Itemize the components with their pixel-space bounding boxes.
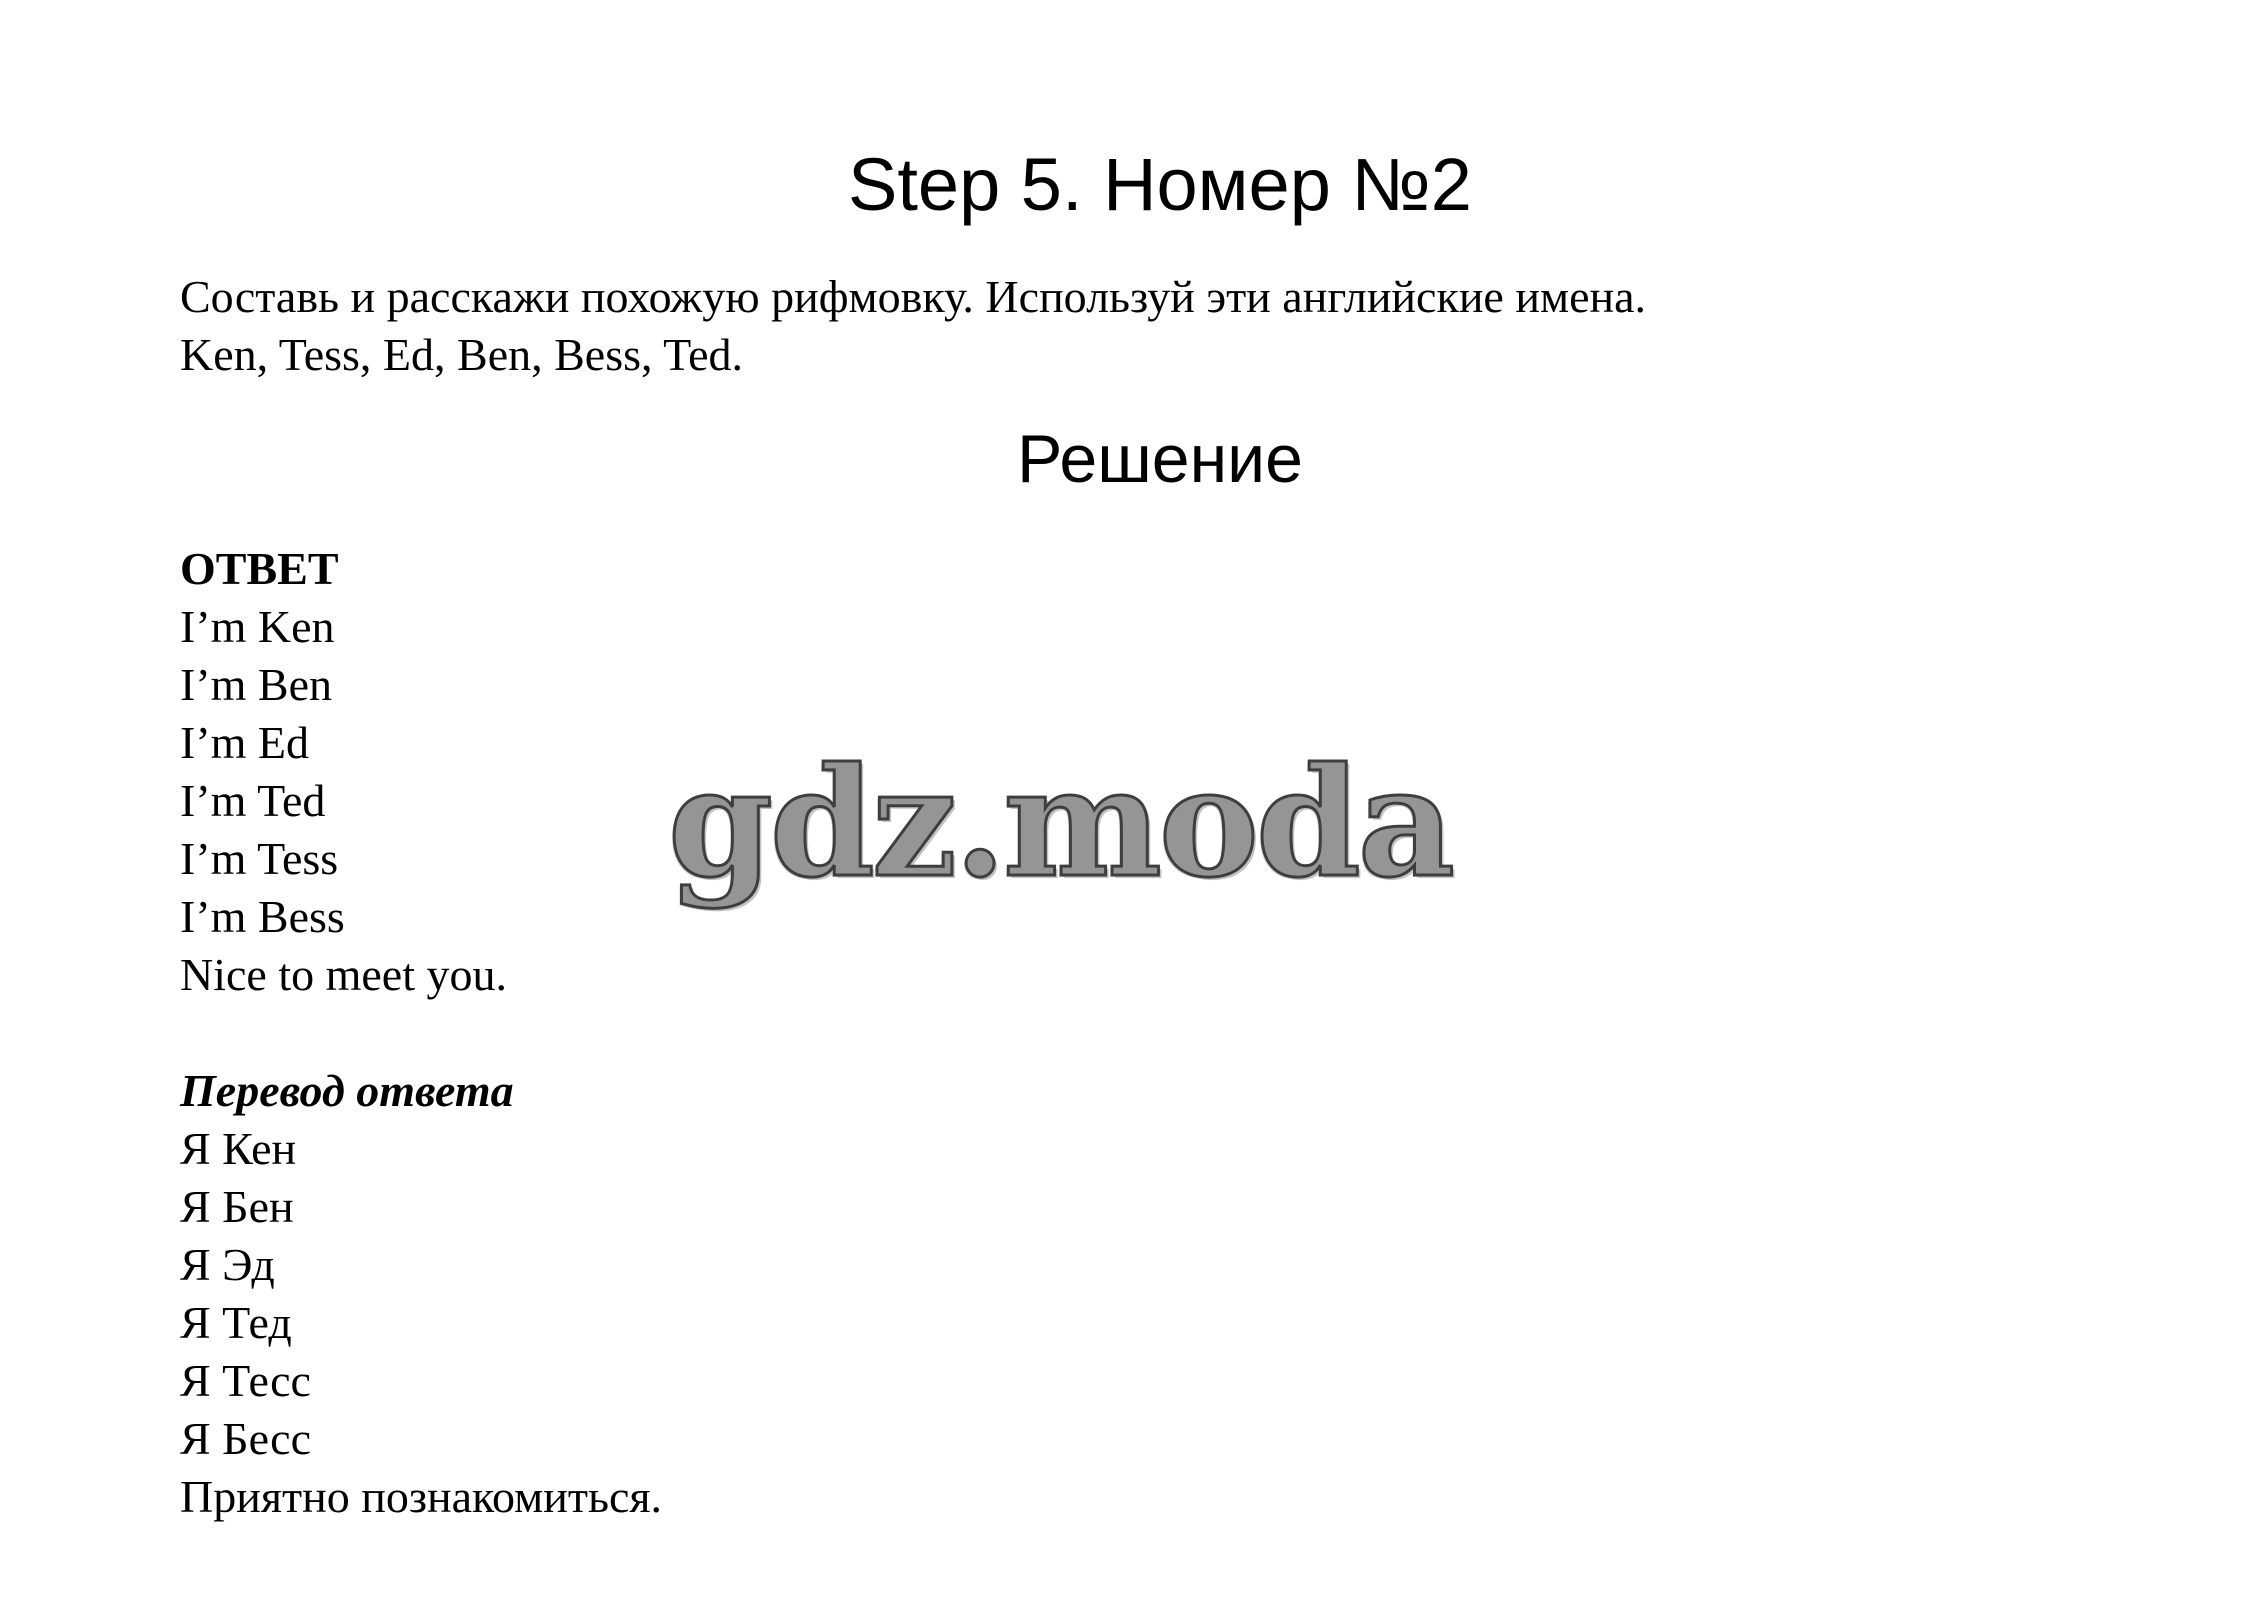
answer-line: I’m Ken — [180, 601, 335, 652]
answer-line: I’m Bess — [180, 891, 345, 942]
answer-label: ОТВЕТ — [180, 543, 339, 594]
answer-line: Nice to meet you. — [180, 949, 508, 1000]
watermark-logo: gdz.moda — [668, 735, 1453, 911]
answer-line: I’m Ed — [180, 717, 310, 768]
solution-heading: Решение — [1017, 421, 1303, 497]
answer-line: I’m Tess — [180, 833, 339, 884]
translation-line: Я Тесс — [180, 1355, 311, 1406]
task-names: Ken, Tess, Ed, Ben, Bess, Ted. — [180, 329, 743, 380]
translation-line: Я Эд — [180, 1239, 275, 1290]
answer-section — [180, 540, 507, 1004]
translation-line: Приятно познакомиться. — [180, 1471, 663, 1522]
translation-line: Я Бесс — [180, 1413, 311, 1464]
task-text — [180, 268, 1646, 384]
page-title: Step 5. Номер №2 — [848, 143, 1472, 226]
translation-line: Я Кен — [180, 1123, 297, 1174]
task-instruction: Составь и расскажи похожую рифмовку. Используй эти английские имена. — [180, 271, 1647, 322]
answer-line: I’m Ben — [180, 659, 333, 710]
translation-label: Перевод ответа — [180, 1065, 514, 1116]
translation-line: Я Бен — [180, 1181, 294, 1232]
translation-line: Я Тед — [180, 1297, 292, 1348]
answer-line: I’m Ted — [180, 775, 326, 826]
translation-section — [180, 1062, 662, 1526]
